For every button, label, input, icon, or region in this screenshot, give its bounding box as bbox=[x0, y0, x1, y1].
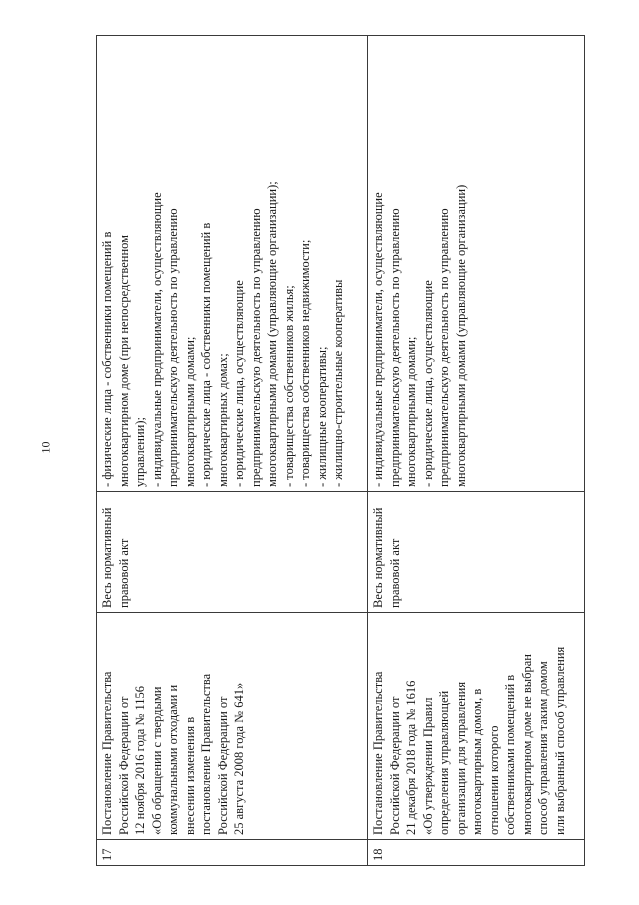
act-title-line: Российской Федерации от bbox=[387, 696, 402, 835]
act-scope: Весь нормативный правовой акт bbox=[97, 492, 368, 613]
rotated-table-wrapper bbox=[96, 36, 584, 866]
act-title-line: отношении которого bbox=[486, 725, 501, 835]
subject-line: - юридические лица, осуществляющие bbox=[420, 280, 435, 487]
subject-line: многоквартирными домами (управляющие организации) bbox=[453, 184, 468, 487]
subject-line: предпринимательскую деятельность по управлению bbox=[437, 208, 451, 487]
subject-line: многоквартирными домами; bbox=[182, 336, 197, 487]
act-scope: Весь нормативный правовой акт bbox=[368, 492, 585, 613]
row-number: 17 bbox=[97, 840, 368, 866]
subject-line: - физические лица - собственники помещений в bbox=[100, 231, 114, 487]
subject-line: - жилищные кооперативы; bbox=[314, 346, 329, 487]
act-title-line: 21 декабря 2018 года № 1616 bbox=[404, 680, 418, 835]
subject-line: - товарищества собственников жилья; bbox=[281, 285, 296, 487]
subject-line: - юридические лица - собственники помещений в bbox=[199, 222, 213, 487]
subject-line: предпринимательскую деятельность по управлению bbox=[387, 208, 402, 487]
table-row bbox=[97, 36, 368, 866]
act-title-line: способ управления таким домом bbox=[536, 661, 550, 835]
subject-line: управлении); bbox=[133, 417, 147, 487]
subject-line: предпринимательскую деятельность по управлению bbox=[248, 208, 263, 487]
act-title-cell bbox=[97, 613, 368, 840]
subject-line: многоквартирными домами; bbox=[404, 336, 418, 487]
act-title-line: организации для управления bbox=[453, 681, 468, 835]
act-title-line: собственниками помещений в bbox=[503, 674, 517, 835]
subject-line: многоквартирными домами (управляющие организации); bbox=[265, 181, 279, 487]
subject-line: - жилищно-строительные кооперативы bbox=[331, 279, 345, 487]
act-title-line: Российской Федерации от bbox=[116, 696, 131, 835]
act-title-line: Российской Федерации от bbox=[215, 696, 230, 835]
subject-line: многоквартирных домах; bbox=[215, 353, 230, 487]
subject-line: многоквартирном доме (при непосредственном bbox=[116, 234, 131, 487]
act-title-line: Постановление Правительства bbox=[371, 671, 385, 835]
subject-line: предпринимательскую деятельность по управлению bbox=[166, 208, 180, 487]
act-title-line: определения управляющей bbox=[437, 690, 451, 835]
table-row bbox=[368, 36, 585, 866]
act-title-line: 12 ноября 2016 года № 1156 bbox=[133, 685, 147, 835]
act-title-line: Постановление Правительства bbox=[100, 671, 114, 835]
page-number: 10 bbox=[38, 441, 53, 454]
act-title-line: постановление Правительства bbox=[199, 673, 213, 835]
act-title-line: 25 августа 2008 года № 641» bbox=[232, 682, 246, 835]
act-title-cell bbox=[368, 613, 585, 840]
subjects-cell bbox=[97, 36, 368, 492]
act-title-line: внесении изменения в bbox=[182, 716, 197, 835]
subject-line: - индивидуальные предприниматели, осуществляющие bbox=[371, 192, 385, 487]
act-title-line: «Об утверждении Правил bbox=[420, 697, 435, 835]
act-title-line: «Об обращении с твердыми bbox=[149, 686, 164, 835]
subject-line: - товарищества собственников недвижимости; bbox=[298, 239, 312, 487]
acts-table bbox=[96, 35, 585, 866]
subject-line: - индивидуальные предприниматели, осуществляющие bbox=[149, 192, 164, 487]
act-title-line: многоквартирным домом, в bbox=[470, 688, 484, 835]
row-number: 18 bbox=[368, 840, 585, 866]
act-title-line: многоквартирном доме не выбран bbox=[519, 654, 534, 835]
act-title-line: или выбранный способ управления bbox=[552, 646, 567, 835]
subjects-cell bbox=[368, 36, 585, 492]
act-title-line: коммунальными отходами и bbox=[166, 684, 180, 835]
subject-line: - юридические лица, осуществляющие bbox=[232, 280, 246, 487]
